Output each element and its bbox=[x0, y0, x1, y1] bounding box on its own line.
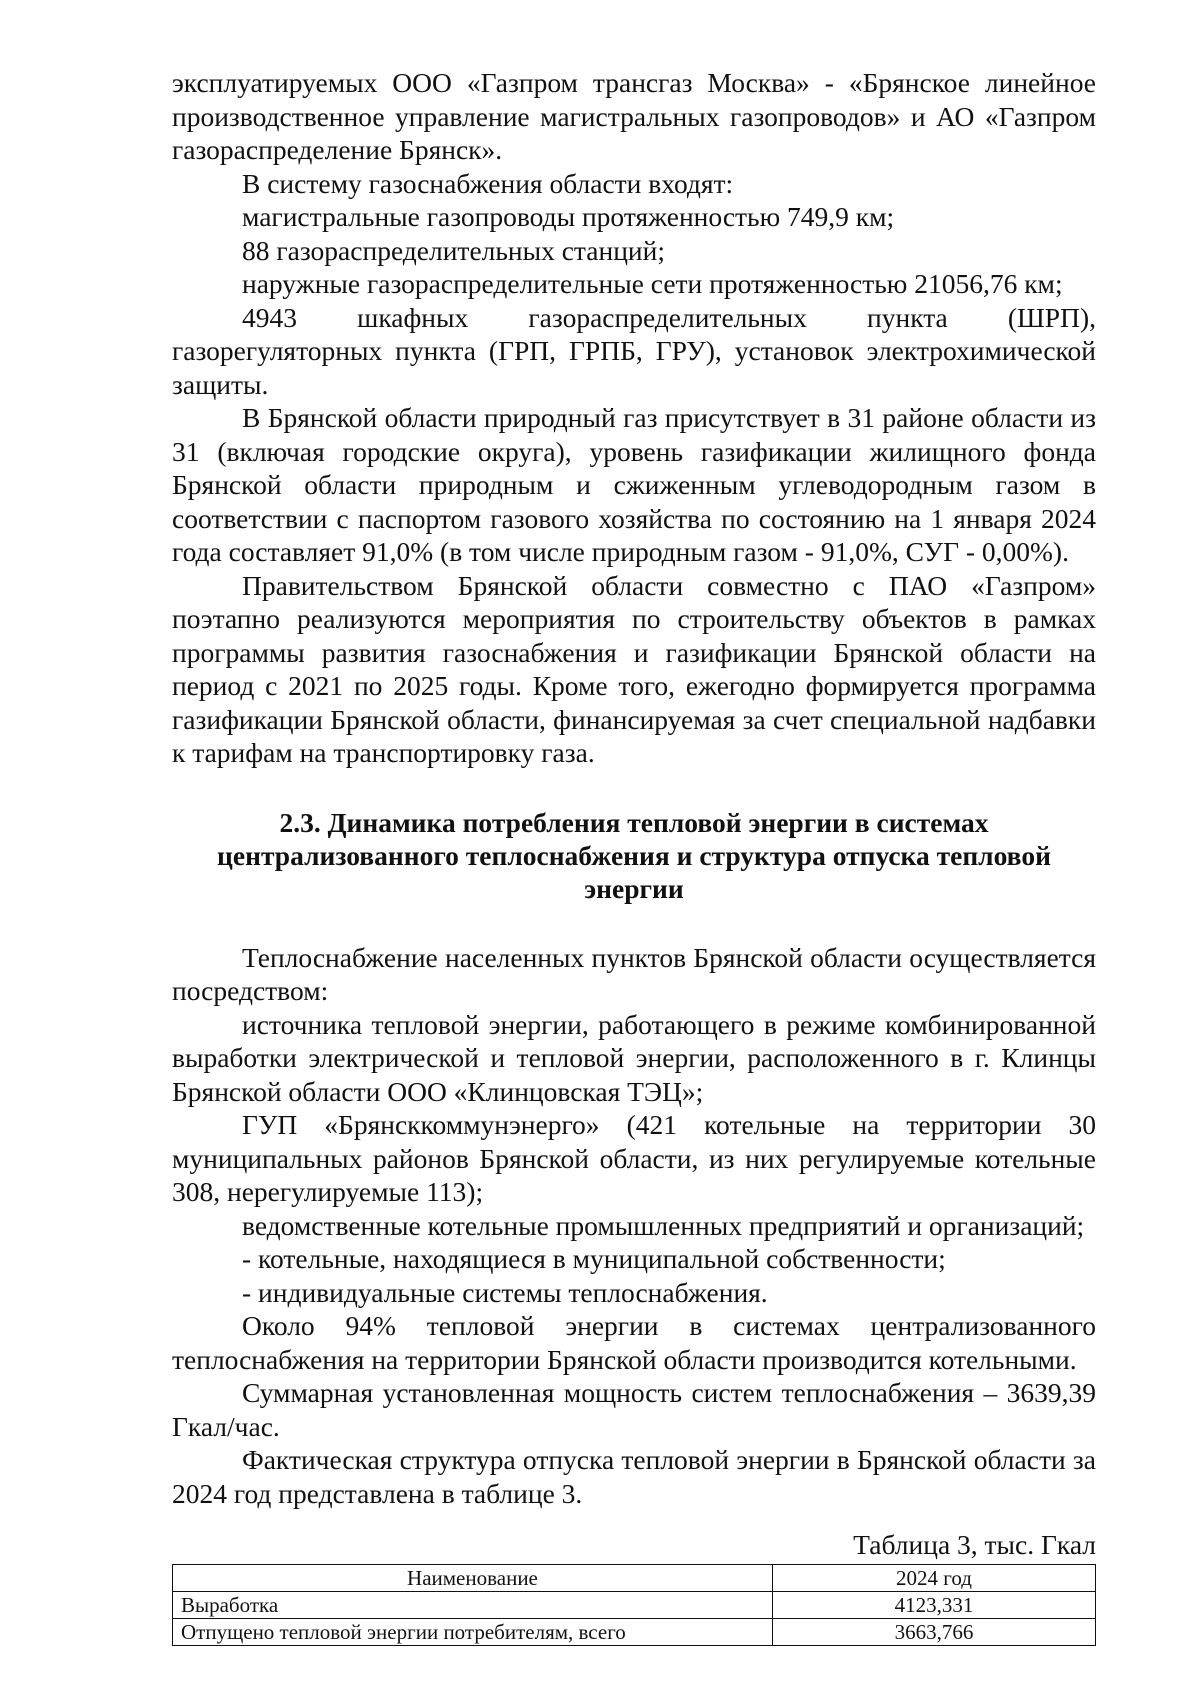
heat-energy-table bbox=[172, 1564, 1096, 1646]
paragraph-gas-system-intro: В систему газоснабжения области входят: bbox=[242, 167, 734, 199]
list-item-individual-systems: - индивидуальные системы теплоснабжения. bbox=[242, 1276, 768, 1308]
paragraph-operators: эксплуатируемых ООО «Газпром трансгаз Москва» - «Брянское линейное производственное управление магистральных газопроводов» и АО «Газпром газораспределение Брянск». bbox=[172, 67, 1096, 165]
paragraph-gazprom-program: Правительством Брянской области совместно с ПАО «Газпром» поэтапно реализуются мероприятия по строительству объектов в рамках программы развития газоснабжения и газификации Брянской области на период с 2021 по 2025 годы. Кроме того, ежегодно формируется программа газификации Брянской области, финансируемая за счет специальной надбавки к тарифам на транспортировку газа. bbox=[172, 569, 1096, 768]
row-value: 3663,766 bbox=[772, 1618, 1095, 1645]
paragraph-gasification-level: В Брянской области природный газ присутствует в 31 районе области из 31 (включая городские округа), уровень газификации жилищного фонда Брянской области природным и сжиженным углеводородным газом в соответствии с паспортом газового хозяйства по состоянию на 1 января 2024 года составляет 91,0% (в том числе природным газом - 91,0%, СУГ - 0,00%). bbox=[172, 402, 1096, 567]
table-row bbox=[173, 1591, 1096, 1618]
paragraph-installed-capacity: Суммарная установленная мощность систем теплоснабжения – 3639,39 Гкал/час. bbox=[172, 1377, 1096, 1442]
row-value: 4123,331 bbox=[772, 1591, 1095, 1618]
paragraph-chp-source: источника тепловой энергии, работающего в режиме комбинированной выработки электрической и тепловой энергии, расположенного в г. Клинцы Брянской области ООО «Клинцовская ТЭЦ»; bbox=[172, 1008, 1096, 1107]
row-label: Отпущено тепловой энергии потребителям, всего bbox=[173, 1618, 773, 1645]
paragraph-cabinet-points: 4943 шкафных газораспределительных пункта (ШРП), газорегуляторных пункта (ГРП, ГРПБ, ГРУ), установок электрохимической защиты. bbox=[172, 301, 1096, 400]
table-header-row bbox=[173, 1564, 1096, 1591]
paragraph-boiler-share: Около 94% тепловой энергии в системах централизованного теплоснабжения на территории Брянской области производится котельными. bbox=[172, 1310, 1096, 1375]
row-label: Выработка bbox=[173, 1591, 773, 1618]
paragraph-table-reference: Фактическая структура отпуска тепловой энергии в Брянской области за 2024 год представлена в таблице 3. bbox=[172, 1444, 1096, 1509]
table-row bbox=[173, 1618, 1096, 1645]
list-item-municipal-boilers: - котельные, находящиеся в муниципальной собственности; bbox=[242, 1243, 946, 1274]
table-caption: Таблица 3, тыс. Гкал bbox=[853, 1529, 1096, 1560]
paragraph-main-pipelines: магистральные газопроводы протяженностью 749,9 км; bbox=[242, 201, 895, 232]
paragraph-heat-supply-intro: Теплоснабжение населенных пунктов Брянской области осуществляется посредством: bbox=[172, 941, 1096, 1006]
paragraph-external-networks: наружные газораспределительные сети протяженностью 21056,76 км; bbox=[242, 268, 1063, 299]
column-header-year: 2024 год bbox=[772, 1564, 1095, 1591]
column-header-name: Наименование bbox=[173, 1564, 773, 1591]
section-heading: 2.3. Динамика потребления тепловой энергии в системах централизованного теплоснабжения и структура отпуска тепловой энергии bbox=[217, 806, 1051, 904]
paragraph-distribution-stations: 88 газораспределительных станций; bbox=[242, 234, 666, 266]
paragraph-gup-boilers: ГУП «Брянсккоммунэнерго» (421 котельные на территории 30 муниципальных районов Брянской области, из них регулируемые котельные 308, нерегулируемые 113); bbox=[172, 1109, 1096, 1207]
paragraph-departmental-boilers: ведомственные котельные промышленных предприятий и организаций; bbox=[242, 1209, 1085, 1241]
